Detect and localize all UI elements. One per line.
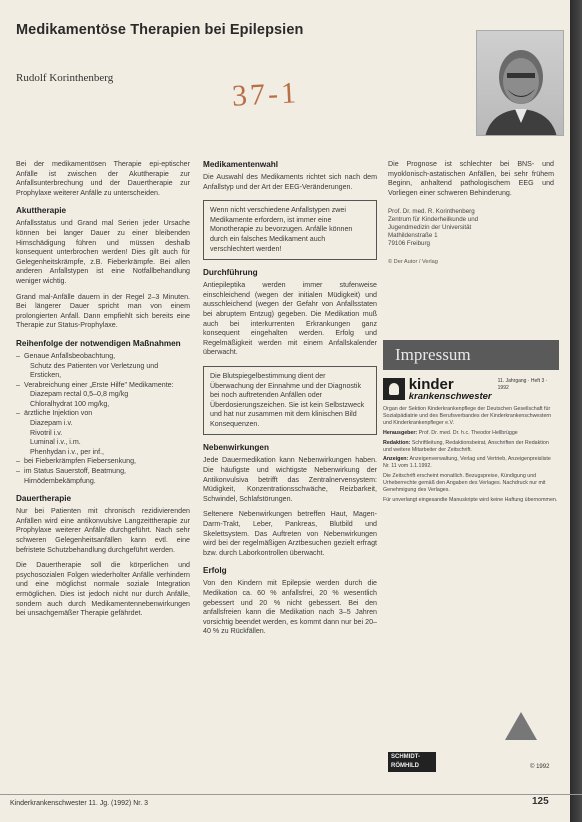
akut-paragraph-1: Anfallsstatus und Grand mal Serien jeder Ursache können bei langer Dauer zu einer bleibenden Hirnschädigung führen und müssen deshalb konsequent unterbrochen werden! Dies gilt auch für Gelegenheitskrämpfe, z.B. Fieberkrämpfe. Bei allen anderen Anfallstypen ist eine Notfallbehandlung weniger wichtig. — [16, 219, 190, 285]
publisher-copyright: © 1992 — [530, 764, 550, 770]
publisher-logo: SCHMIDT-RÖMHILD — [388, 752, 436, 772]
column-3 — [388, 160, 554, 268]
impressum-organ: Organ der Sektion Kinderkrankenpflege der Deutschen Gesellschaft für Sozialpädiatrie und des Berufsverbandes der Kinderkrankenschwestern und Kinderkrankenpfleger e.V. — [383, 406, 552, 426]
impressum-liability: Für unverlangt eingesandte Manuskripte wird keine Haftung übernommen. — [383, 496, 558, 503]
heading-reihenfolge: Reihenfolge der notwendigen Maßnahmen — [16, 338, 181, 348]
publisher-triangle-icon — [505, 712, 537, 740]
address-line: Zentrum für Kinderheilkunde und — [388, 216, 479, 224]
list-item: – bei Fieberkrämpfen Fiebersenkung, — [16, 457, 190, 467]
neben-paragraph-2: Seltenere Nebenwirkungen betreffen Haut, Magen-Darm-Trakt, Leber, Pankreas, Blutbild und Skelettsystem. Das Auftreten von Nebenwirkungen wird bei der regelmäßigen Arztbesuchen gezielt erfragt bzw. durch Laborkontrollen überwacht. — [203, 510, 377, 557]
heading-erfolg: Erfolg — [203, 566, 227, 576]
binding-edge — [570, 0, 582, 822]
article-author: Rudolf Korinthenberg — [16, 72, 114, 84]
impressum-ads: Anzeigen: Anzeigenverwaltung, Verlag und Vertrieb, Anzeigenpreisliste Nr. 11 vom 1.1.1992. — [383, 456, 551, 470]
wahl-paragraph: Die Auswahl des Medikaments richtet sich nach dem Anfallstyp und der Art der EEG-Veränderungen. — [203, 173, 377, 191]
address-line: Prof. Dr. med. R. Korinthenberg — [388, 208, 475, 216]
prognose-paragraph: Die Prognose ist schlechter bei BNS- und myoklonisch-astatischen Anfällen, bei sehr frühem Beginn, anhaltend pathologischem EEG und Vorliegen einer schweren Behinderung. — [388, 160, 554, 197]
address-line: Jugendmedizin der Universität — [388, 224, 472, 232]
article-title: Medikamentöse Therapien bei Epilepsien — [16, 22, 304, 38]
intro-paragraph: Bei der medikamentösen Therapie epi-eptischer Anfälle ist zwischen der Akuttherapie zur Anfallsunterbrechung und der Dauertherapie zur Prophylaxe weiterer Anfälle zu unterscheiden. — [16, 160, 190, 197]
column-1 — [16, 160, 190, 625]
measures-list — [16, 352, 190, 486]
journal-footer: Kinderkrankenschwester 11. Jg. (1992) Nr. 3 — [10, 800, 148, 807]
heading-nebenwirkungen: Nebenwirkungen — [203, 443, 269, 453]
list-item: – Verabreichung einer „Erste Hilfe" Medikamente: — [16, 381, 190, 391]
edition-info: 11. Jahrgang · Heft 3 · 1992 — [497, 378, 548, 391]
copyright-note: © Der Autor / Verlag — [388, 259, 438, 266]
list-item: Chloralhydrat 100 mg/kg, — [30, 399, 110, 408]
impressum-publisher: Herausgeber: Prof. Dr. med. Dr. h.c. Theodor Hellbrügge — [383, 429, 518, 436]
monotherapy-box: Wenn nicht verschiedene Anfallstypen zwei Medikamente erfordern, ist immer eine Monotherapie zu bevorzugen. Anfälle können durch ein falsches Medikament auch verschlechtert werden! — [203, 200, 377, 260]
list-item: – Genaue Anfallsbeobachtung, — [16, 352, 190, 362]
heading-dauertherapie: Dauertherapie — [16, 494, 72, 504]
impressum-block — [383, 378, 559, 507]
heading-medikamentenwahl: Medikamentenwahl — [203, 160, 279, 169]
child-logo-icon — [383, 378, 405, 400]
impressum-editorial: Redaktion: Schriftleitung, Redaktionsbeirat, Anschriften der Redaktion und weitere Mitarbeiter der Zeitschrift. — [383, 439, 549, 453]
heading-akuttherapie: Akuttherapie — [16, 206, 67, 216]
impressum-banner: Impressum — [383, 340, 559, 370]
brand-name: kinder krankenschwester — [408, 376, 492, 402]
author-photo — [476, 30, 564, 136]
dauer-paragraph-1: Nur bei Patienten mit chronisch rezidivierenden Anfällen wird eine antikonvulsive Langzeittherapie zur Prophylaxe weiterer Anfälle durchgeführt. Nach sehr schweren Gelegenheitsanfällen kann evtl. eine befristete Schutzbehandlung durchgeführt werden. — [16, 507, 190, 554]
erfolg-paragraph: Von den Kindern mit Epilepsie werden durch die Medikation ca. 60 % anfallsfrei, 20 % wesentlich gebessert und 20 % nicht gebessert. Bei den anfallsfreien kann die Medikation nach 3–5 Jahren vorsichtig beendet werden, es kommt dann nur bei 20–40 % zu Rückfällen. — [203, 579, 377, 636]
impressum-terms: Die Zeitschrift erscheint monatlich. Bezugspreise, Kündigung und Urheberrechte gemäß den Angaben des Verlages. Nachdruck nur mit Genehmigung des Verlages. — [383, 473, 546, 494]
list-item: – im Status Sauerstoff, Beatmung, Hirnödembekämpfung. — [16, 467, 190, 486]
list-item: Schutz des Patienten vor Verletzung und Ersticken, — [30, 361, 159, 380]
page-number: 125 — [532, 796, 549, 807]
handwritten-note: 37-1 — [231, 76, 300, 113]
author-address — [388, 208, 554, 248]
address-line: Mathildenstraße 1 — [388, 232, 438, 240]
address-line: 79106 Freiburg — [388, 240, 430, 248]
list-item: Rivotril i.v. — [30, 428, 63, 437]
heading-durchfuehrung: Durchführung — [203, 268, 258, 278]
list-item: Phenhydan i.v., per inf., — [30, 447, 105, 456]
neben-paragraph-1: Jede Dauermedikation kann Nebenwirkungen haben. Die häufigste und wichtigste Nebenwirkung der Antikonvulsiva betrifft das Zentralnervensystem: Müdigkeit, Konzentrationsschwäche, Reizbarkeit, Schwindel, Schlafstörungen. — [203, 456, 377, 503]
akut-paragraph-2: Grand mal-Anfälle dauern in der Regel 2–3 Minuten. Bei längerer Dauer spricht man von einem prolongierten Anfall. Dann empfiehlt sich bereits eine Therapie zur Status-Prophylaxe. — [16, 292, 190, 330]
blutspiegel-box: Die Blutspiegelbestimmung dient der Überwachung der Einnahme und der Diagnostik bei noch auftretenden Anfällen oder Überdosierungszeichen. Sie ist kein Selbstzweck und hat nur zusammen mit dem klinischen Bild Konsequenzen. — [203, 366, 377, 436]
footer-rule — [0, 794, 582, 795]
list-item: Luminal i.v., i.m. — [30, 438, 81, 447]
magazine-logo — [383, 378, 559, 402]
list-item: Diazepam i.v. — [30, 419, 73, 428]
column-2 — [203, 160, 377, 643]
durch-paragraph: Antiepileptika werden immer stufenweise einschleichend (wegen der initialen Müdigkeit) und ausschleichend (wegen der Gefahr von Anfallsstaten bei abruptem Entzug) gegeben. Die Medikation muß auch bei interkurrenten Erkrankungen ganz konsequent eingehalten werden. Erfolg und Regelmäßigkeit werden mit einem Anfallskalender überwacht. — [203, 281, 377, 357]
dauer-paragraph-2: Die Dauertherapie soll die körperlichen und psychosozialen Folgen wiederholter Anfälle verhindern und eine möglichst normale soziale Integration ermöglichen. Dies ist jedoch nicht nur durch Anfälle, sondern auch durch Medikamentennebenwirkungen bei unsachgemäßer Therapie gefährdet. — [16, 561, 190, 618]
list-item: – ärztliche Injektion von — [16, 409, 190, 419]
list-item: Diazepam rectal 0,5–0,8 mg/kg — [30, 390, 129, 399]
portrait-image — [477, 31, 564, 136]
